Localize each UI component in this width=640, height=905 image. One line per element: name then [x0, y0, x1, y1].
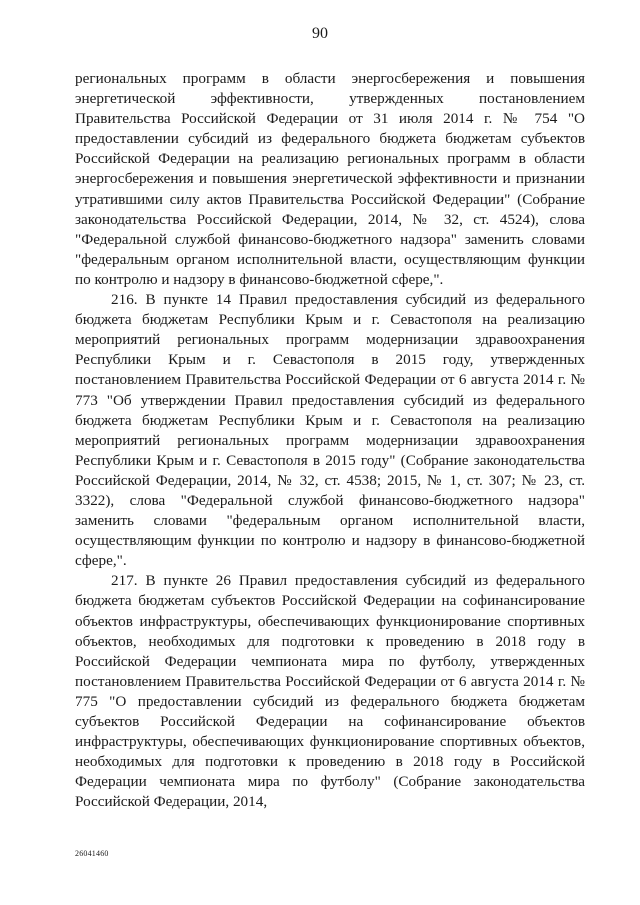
- paragraph-item-216: 216. В пункте 14 Правил предоставления субсидий из федерального бюджета бюджетам Республики Крым и г. Севастополя на реализацию мероприятий региональных программ модернизации здравоохранения Республики Крым и г. Севастополя в 2015 году, утвержденных постановлением Правительства Российской Федерации от 6 августа 2014 г. № 773 "Об утверждении Правил предоставления субсидий из федерального бюджета бюджетам Республики Крым и г. Севастополя на реализацию мероприятий региональных программ модернизации здравоохранения Республики Крым и г. Севастополя в 2015 году" (Собрание законодательства Российской Федерации, 2014, № 32, ст. 4538; 2015, № 1, ст. 307; № 23, ст. 3322), слова "Федеральной службой финансово-бюджетного надзора" заменить словами "федеральным органом исполнительной власти, осуществляющим функции по контролю и надзору в финансово-бюджетной сфере,".: [75, 291, 585, 570]
- paragraph-continuation: региональных программ в области энергосбережения и повышения энергетической эффективности, утвержденных постановлением Правительства Российской Федерации от 31 июля 2014 г. № 754 "О предоставлении субсидий из федерального бюджета бюджетам субъектов Российской Федерации на реализацию региональных программ в области энергосбережения и повышения энергетической эффективности и признании утратившими силу актов Правительства Российской Федерации" (Собрание законодательства Российской Федерации, 2014, № 32, ст. 4524), слова "Федеральной службой финансово-бюджетного надзора" заменить словами "федеральным органом исполнительной власти, осуществляющим функции по контролю и надзору в финансово-бюджетной сфере,".: [75, 70, 585, 288]
- paragraph-item-217: 217. В пункте 26 Правил предоставления субсидий из федерального бюджета бюджетам субъектов Российской Федерации на софинансирование объектов инфраструктуры, обеспечивающих функционирование спортивных объектов, необходимых для подготовки к проведению в 2018 году в Российской Федерации чемпионата мира по футболу, утвержденных постановлением Правительства Российской Федерации от 6 августа 2014 г. № 775 "О предоставлении субсидий из федерального бюджета бюджетам субъектов Российской Федерации на софинансирование объектов инфраструктуры, обеспечивающих функционирование спортивных объектов, необходимых для подготовки к проведению в 2018 году в Российской Федерации чемпионата мира по футболу" (Собрание законодательства Российской Федерации, 2014,: [75, 572, 585, 811]
- page-number: 90: [312, 25, 328, 42]
- document-body: [75, 69, 585, 812]
- document-code: 26041460: [75, 849, 109, 858]
